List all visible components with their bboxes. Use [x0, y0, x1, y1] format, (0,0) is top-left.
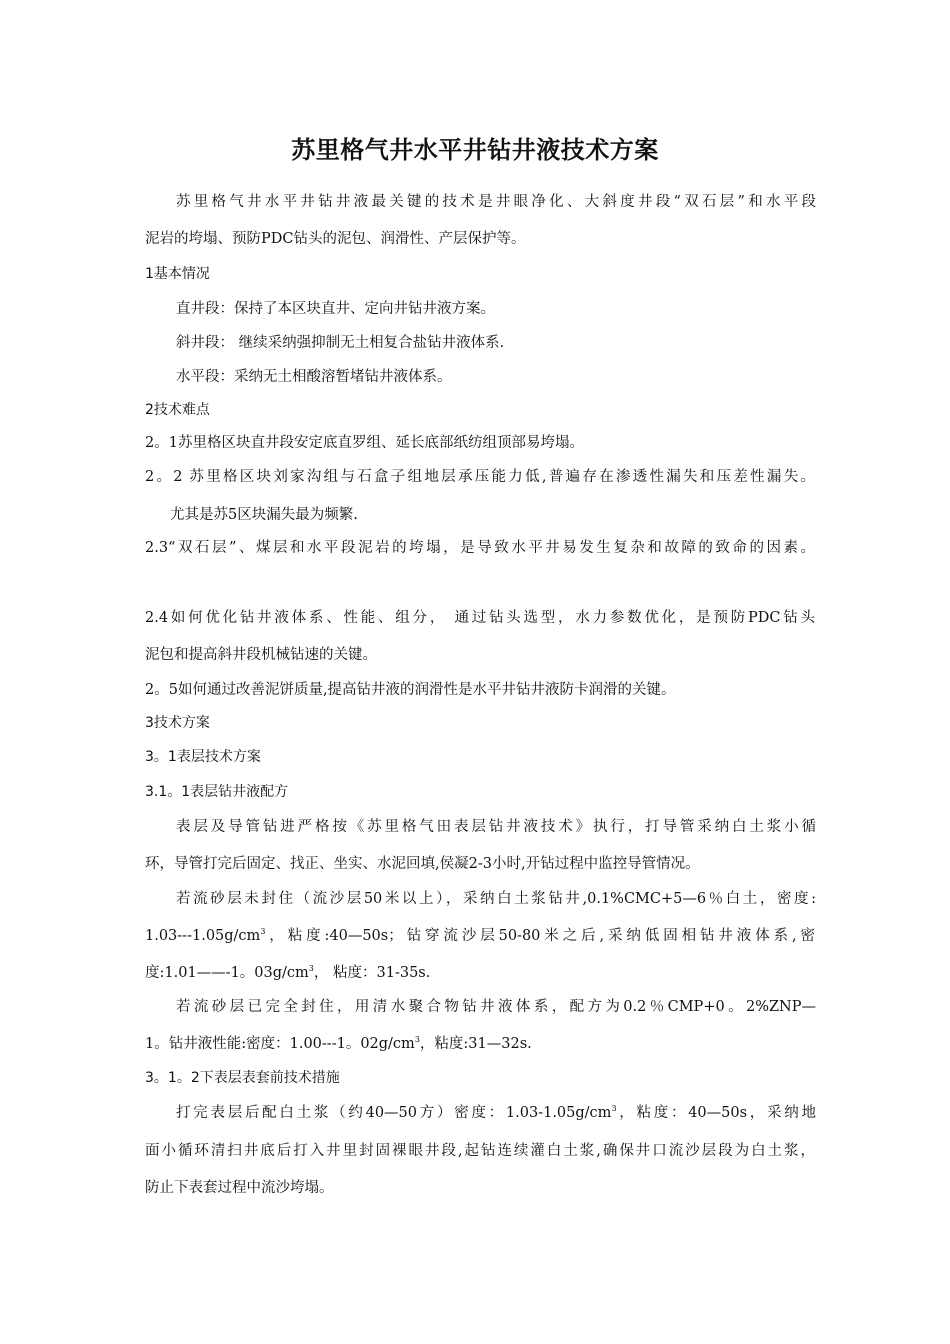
basic-info-horizontal: 水平段：采纳无土相酸溶暂堵钻井液体系。	[176, 369, 452, 385]
viscosity-text: ，粘度:40—50s；钻穿流沙层50-80米之后,采纳低固相钻井液体系,密	[265, 928, 815, 944]
viscosity-text: ，粘度:31—32s.	[419, 1036, 532, 1052]
density-range-text: 打完表层后配白土浆（约40—50方）密度：1.03-1.05g/cm	[176, 1105, 612, 1121]
fluid-properties-text: 1。钻井液性能:密度：1.00---1。02g/cm	[145, 1036, 415, 1052]
cubic-superscript: 3	[308, 964, 314, 973]
cubic-superscript: 3	[611, 1104, 617, 1113]
difficulty-2-4-line-1: 2.4如何优化钻井液体系、性能、组分， 通过钻头选型，水力参数优化，是预防PDC钻头	[145, 610, 815, 626]
surface-fluid-para-3-line-2	[145, 1034, 815, 1054]
intro-paragraph-line-1: 苏里格气井水平井钻井液最关键的技术是井眼净化、大斜度井段“双石层”和水平段	[176, 194, 816, 210]
difficulty-2-3: 2.3“双石层”、煤层和水平段泥岩的垮塌，是导致水平井易发生复杂和故障的致命的因素。	[145, 540, 815, 556]
surface-fluid-para-2-line-2	[145, 926, 815, 946]
casing-measures-line-1	[176, 1103, 816, 1123]
section-heading-3-1-2: 3。1。2下表层表套前技术措施	[145, 1070, 340, 1086]
difficulty-2-1: 2。1苏里格区块直井段安定底直罗组、延长底部纸纺组顶部易垮塌。	[145, 435, 584, 451]
document-title: 苏里格气井水平井钻井液技术方案	[291, 136, 659, 164]
section-heading-3-1-1: 3.1。1表层钻井液配方	[145, 784, 289, 800]
cubic-superscript: 3	[414, 1035, 420, 1044]
intro-paragraph-line-2: 泥岩的垮塌、预防PDC钻头的泥包、润滑性、产层保护等。	[145, 231, 526, 247]
surface-fluid-para-1-line-2: 环，导管打完后固定、找正、坐实、水泥回填,侯凝2-3小时,开钻过程中监控导管情况。	[145, 856, 700, 872]
surface-fluid-para-2-line-3	[145, 963, 815, 983]
casing-measures-line-3: 防止下表套过程中流沙垮塌。	[145, 1180, 334, 1196]
surface-fluid-para-1-line-1: 表层及导管钻进严格按《苏里格气田表层钻井液技术》执行，打导管采纳白土浆小循	[176, 819, 816, 835]
difficulty-2-5: 2。5如何通过改善泥饼质量,提高钻井液的润滑性是水平井钻井液防卡润滑的关键。	[145, 682, 676, 698]
basic-info-inclined: 斜井段： 继续采纳强抑制无土相复合盐钻井液体系.	[176, 335, 505, 351]
difficulty-2-2-line-1: 2。2 苏里格区块刘家沟组与石盒子组地层承压能力低,普遍存在渗透性漏失和压差性漏失。	[145, 469, 815, 485]
surface-fluid-para-3-line-1: 若流砂层已完全封住，用清水聚合物钻井液体系，配方为0.2％CMP+0。2%ZNP—	[176, 999, 816, 1015]
viscosity-text: ，粘度：40—50s，采纳地	[616, 1105, 816, 1121]
section-heading-1: 1基本情况	[145, 266, 210, 282]
basic-info-vertical: 直井段：保持了本区块直井、定向井钻井液方案。	[176, 301, 495, 317]
section-heading-2: 2技术难点	[145, 402, 210, 418]
surface-fluid-para-2-line-1: 若流砂层未封住（流沙层50米以上），采纳白土浆钻井,0.1%CMC+5—6％白土，密度:	[176, 891, 816, 907]
viscosity-text: ， 粘度：31-35s.	[313, 965, 431, 981]
casing-measures-line-2: 面小循环清扫井底后打入井里封固裸眼井段,起钻连续灌白土浆,确保井口流沙层段为白土浆，	[145, 1143, 815, 1159]
section-heading-3: 3技术方案	[145, 715, 210, 731]
cubic-superscript: 3	[260, 927, 266, 936]
density-range-text: 1.03---1.05g/cm	[145, 928, 261, 944]
difficulty-2-2-line-2: 尤其是苏5区块漏失最为频繁.	[170, 507, 358, 523]
difficulty-2-4-line-2: 泥包和提高斜井段机械钻速的关键。	[145, 647, 377, 663]
section-heading-3-1: 3。1表层技术方案	[145, 749, 261, 765]
density-range-text: 度:1.01——-1。03g/cm	[145, 965, 309, 981]
